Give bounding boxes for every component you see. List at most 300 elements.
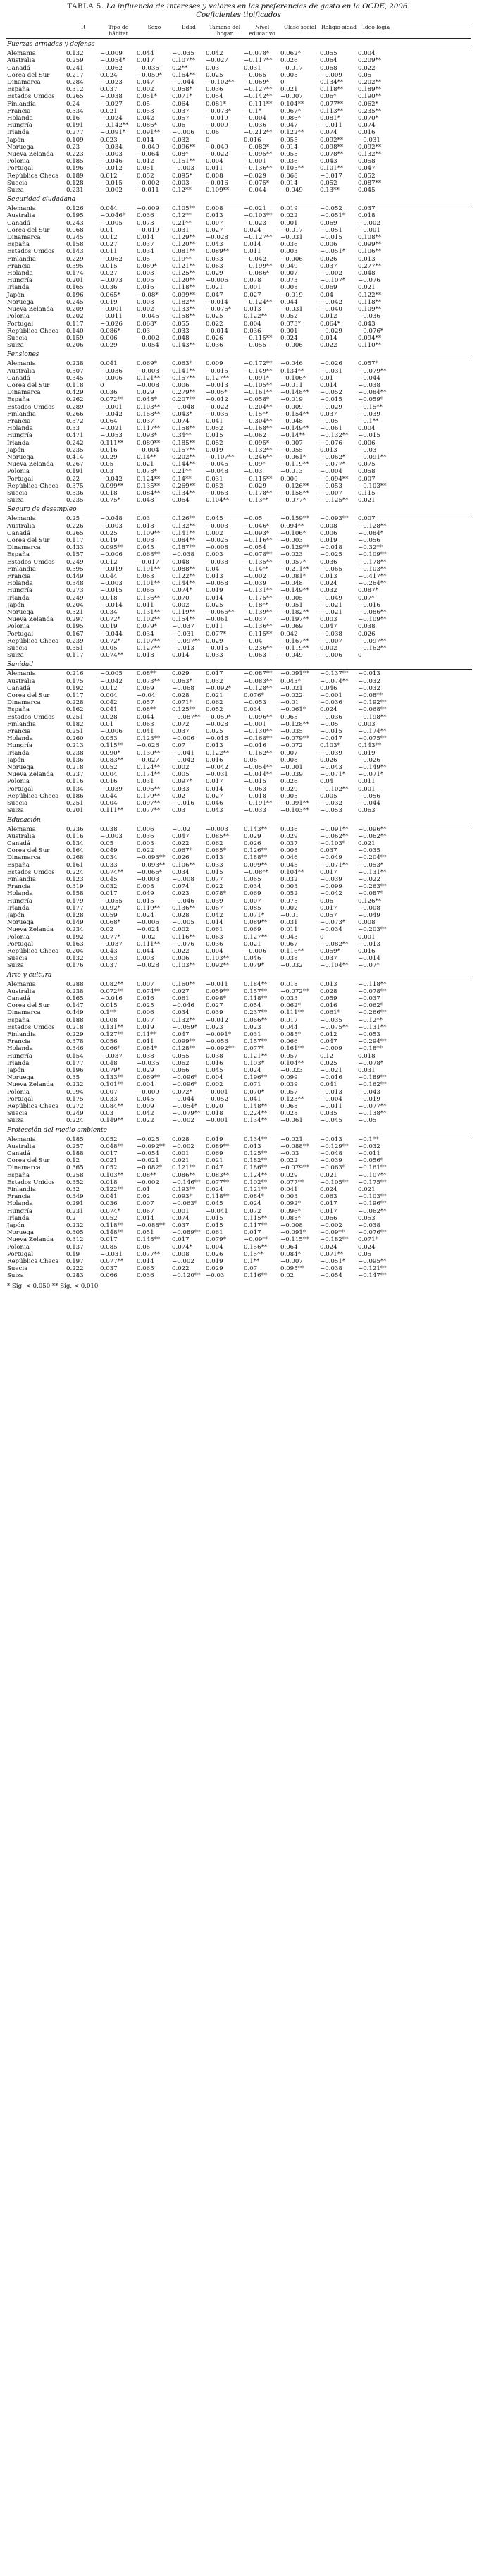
- value-cell: 0.191: [66, 122, 84, 130]
- value-cell: 0.037: [320, 262, 337, 270]
- country-cell: Nueva Zelanda: [7, 1081, 54, 1089]
- value-cell: 0.013: [244, 306, 261, 314]
- value-cell: −0.005: [172, 919, 194, 927]
- value-cell: −0.038: [172, 551, 194, 559]
- value-cell: −0.006: [100, 551, 123, 559]
- value-cell: −0.167**: [280, 637, 309, 645]
- value-cell: 0.006: [100, 334, 118, 342]
- table-row: [6, 1060, 471, 1067]
- table-row: [6, 645, 471, 652]
- value-cell: −0.091*: [280, 1229, 306, 1237]
- value-cell: 0.052: [206, 706, 223, 714]
- value-cell: 0.063: [137, 573, 154, 580]
- value-cell: 0.072: [244, 1207, 261, 1215]
- value-cell: 0.117**: [137, 425, 161, 433]
- value-cell: 0.015: [100, 262, 118, 270]
- table-row: [6, 623, 471, 630]
- value-cell: −0.011: [206, 980, 228, 988]
- table-row: [6, 313, 471, 320]
- table-row: [6, 1103, 471, 1110]
- value-cell: 0.109: [66, 136, 84, 144]
- section-title: Educación: [7, 816, 41, 824]
- value-cell: 0.017: [320, 868, 337, 876]
- value-cell: −0.142**: [244, 93, 273, 101]
- country-cell: Noruega: [7, 143, 35, 151]
- value-cell: 0.05: [100, 461, 114, 469]
- section-rule: [6, 669, 472, 670]
- value-cell: 0.058: [358, 158, 376, 166]
- value-cell: 0.004: [206, 947, 223, 955]
- value-cell: 0.08*: [172, 151, 189, 159]
- value-cell: −0.068**: [358, 706, 387, 714]
- country-cell: Noruega: [7, 298, 35, 306]
- table-row: [6, 212, 471, 219]
- value-cell: 0.141**: [172, 367, 196, 375]
- value-cell: 0.045: [100, 875, 118, 883]
- value-cell: −0.017: [320, 172, 342, 180]
- value-cell: 0.006: [320, 529, 337, 537]
- value-cell: 0.072*: [100, 616, 120, 624]
- value-cell: −0.049: [280, 652, 303, 660]
- value-cell: 0.321: [66, 609, 84, 617]
- table-row: [6, 1164, 471, 1171]
- value-cell: 0.120**: [172, 277, 196, 285]
- value-cell: −0.068: [172, 684, 194, 692]
- table-row: [6, 692, 471, 699]
- table-row: [6, 187, 471, 194]
- value-cell: 0.018: [280, 980, 298, 988]
- country-cell: Irlanda: [7, 749, 30, 757]
- value-cell: 0.085: [244, 904, 261, 912]
- value-cell: −0.076*: [358, 327, 384, 335]
- value-cell: −0.08**: [244, 868, 268, 876]
- table-row: [6, 948, 471, 955]
- value-cell: 0.241: [66, 64, 84, 72]
- value-cell: 0.209**: [358, 57, 382, 65]
- table-row: [6, 292, 471, 299]
- value-cell: −0.002: [244, 573, 266, 580]
- value-cell: −0.009: [320, 71, 342, 79]
- value-cell: 0.1**: [100, 1009, 116, 1017]
- country-cell: Hungría: [7, 897, 33, 905]
- value-cell: 0.334: [66, 107, 84, 115]
- value-cell: −0.18**: [244, 601, 268, 609]
- value-cell: 0.238: [66, 987, 84, 995]
- value-cell: −0.074**: [320, 677, 349, 685]
- value-cell: −0.013: [172, 645, 194, 653]
- value-cell: 0.258: [66, 1171, 84, 1179]
- value-cell: −0.036: [244, 122, 266, 130]
- value-cell: 0.14**: [172, 475, 192, 483]
- value-cell: 0.195: [66, 623, 84, 631]
- value-cell: 0.066**: [244, 1016, 268, 1024]
- value-cell: 0.104**: [280, 100, 304, 108]
- table-row: [6, 382, 471, 389]
- value-cell: −0.203**: [358, 926, 387, 934]
- value-cell: 0.029: [100, 453, 118, 461]
- value-cell: −0.097**: [358, 637, 387, 645]
- value-cell: 0.032: [100, 883, 118, 891]
- value-cell: 0.312: [66, 86, 84, 94]
- value-cell: 0.069: [244, 926, 261, 934]
- value-cell: −0.044: [244, 187, 266, 195]
- country-cell: Australia: [7, 367, 35, 375]
- value-cell: −0.039: [358, 410, 380, 418]
- value-cell: 0.077: [206, 875, 223, 883]
- value-cell: −0.127**: [244, 234, 273, 242]
- value-cell: −0.038: [358, 1222, 380, 1230]
- table-row: [6, 79, 471, 86]
- value-cell: 0.026: [172, 854, 190, 862]
- value-cell: −0.049: [206, 143, 228, 151]
- value-cell: −0.055: [100, 897, 123, 905]
- value-cell: 0.118: [66, 381, 84, 389]
- value-cell: −0.117**: [244, 57, 273, 65]
- table-row: [6, 284, 471, 291]
- table-row: [6, 404, 471, 411]
- value-cell: 0.126**: [244, 847, 268, 855]
- section-title: Seguro de desempleo: [7, 506, 77, 514]
- table-row: [6, 328, 471, 335]
- value-cell: −0.046: [172, 897, 194, 905]
- value-cell: −0.264**: [358, 580, 387, 588]
- value-cell: −0.043: [358, 1088, 380, 1096]
- value-cell: −0.003: [206, 522, 228, 530]
- country-cell: Suiza: [7, 1117, 24, 1125]
- country-cell: España: [7, 86, 30, 94]
- value-cell: 0.191**: [137, 565, 161, 573]
- value-cell: 0.042: [280, 630, 298, 638]
- value-cell: −0.005: [280, 594, 303, 602]
- value-cell: −0.096**: [358, 825, 387, 833]
- value-cell: 0.012: [100, 234, 118, 242]
- value-cell: 0.32: [66, 1186, 80, 1194]
- value-cell: −0.079**: [280, 735, 309, 743]
- value-cell: 0.063: [320, 1193, 337, 1201]
- value-cell: 0.218: [66, 764, 84, 772]
- value-cell: 0.003: [137, 270, 154, 278]
- value-cell: 0.077**: [206, 1178, 230, 1186]
- value-cell: −0.026: [100, 320, 123, 328]
- value-cell: 0.187**: [172, 544, 196, 552]
- value-cell: 0.235: [66, 497, 84, 505]
- value-cell: −0.032: [320, 800, 342, 808]
- value-cell: 0.092**: [358, 143, 382, 151]
- value-cell: −0.015: [244, 778, 266, 786]
- table-row: [6, 263, 471, 270]
- value-cell: 0.231: [66, 1207, 84, 1215]
- value-cell: 0.126**: [172, 515, 196, 523]
- value-cell: −0.076: [358, 277, 380, 285]
- value-cell: 0.176: [66, 962, 84, 970]
- value-cell: 0.044: [137, 713, 154, 721]
- value-cell: 0.075*: [100, 497, 120, 505]
- value-cell: 0.16: [66, 115, 80, 123]
- value-cell: 0.000: [280, 475, 298, 483]
- value-cell: −0.039: [100, 785, 123, 793]
- country-cell: Noruega: [7, 609, 35, 617]
- value-cell: 0.001: [358, 933, 376, 941]
- value-cell: 0.123: [66, 875, 84, 883]
- value-cell: 0.06: [320, 897, 334, 905]
- value-cell: 0.192: [66, 684, 84, 692]
- value-cell: 0.016: [100, 778, 118, 786]
- value-cell: 0.008: [358, 919, 376, 927]
- value-cell: −0.021: [100, 425, 123, 433]
- value-cell: −0.115**: [244, 630, 273, 638]
- value-cell: 0.266: [66, 410, 84, 418]
- value-cell: 0.007: [206, 219, 223, 227]
- value-cell: 0.055: [172, 1052, 190, 1060]
- value-cell: 0.078: [244, 277, 261, 285]
- value-cell: 0.12: [320, 1052, 334, 1060]
- value-cell: 0.083**: [206, 1171, 230, 1179]
- value-cell: 0.115**: [244, 1214, 268, 1222]
- table-row: [6, 375, 471, 382]
- value-cell: 0.118**: [206, 1193, 230, 1201]
- value-cell: −0.039: [320, 875, 342, 883]
- value-cell: −0.018: [244, 792, 266, 800]
- value-cell: 0.414: [66, 453, 84, 461]
- value-cell: −0.027: [206, 57, 228, 65]
- value-cell: 0.349: [66, 1193, 84, 1201]
- country-cell: República Checa: [7, 482, 59, 490]
- value-cell: −0.021: [280, 1135, 303, 1143]
- country-cell: Irlanda: [7, 284, 30, 292]
- value-cell: 0.126: [66, 205, 84, 213]
- value-cell: −0.006: [172, 735, 194, 743]
- country-cell: Nueva Zelanda: [7, 771, 54, 779]
- value-cell: 0.087*: [358, 587, 378, 595]
- country-cell: Nueva Zelanda: [7, 306, 54, 314]
- value-cell: −0.032: [358, 677, 380, 685]
- value-cell: −0.019: [280, 396, 303, 404]
- value-cell: 0.071*: [172, 93, 192, 101]
- value-cell: 0.072*: [100, 637, 120, 645]
- value-cell: −0.131**: [358, 1023, 387, 1031]
- header-row: [6, 23, 471, 38]
- value-cell: −0.053: [320, 482, 342, 490]
- country-cell: Nueva Zelanda: [7, 926, 54, 934]
- value-cell: −0.039: [244, 580, 266, 588]
- value-cell: −0.003: [100, 151, 123, 159]
- value-cell: 0.107**: [172, 57, 196, 65]
- value-cell: 0.057*: [358, 360, 378, 368]
- table-row: [6, 602, 471, 609]
- value-cell: 0.064: [172, 100, 190, 108]
- country-cell: Finlandia: [7, 410, 37, 418]
- value-cell: −0.044: [358, 800, 380, 808]
- value-cell: −0.099: [320, 883, 342, 891]
- value-cell: −0.002: [137, 179, 159, 187]
- value-cell: 0.007: [100, 1088, 118, 1096]
- value-cell: 0.157**: [172, 374, 196, 382]
- value-cell: 0.174: [66, 270, 84, 278]
- value-cell: 0.003: [137, 298, 154, 306]
- value-cell: 0.048: [358, 270, 376, 278]
- value-cell: −0.049: [320, 854, 342, 862]
- value-cell: 0.045: [358, 187, 376, 195]
- value-cell: −0.038: [320, 630, 342, 638]
- value-cell: −0.038: [320, 1265, 342, 1273]
- table-row: [6, 1117, 471, 1124]
- value-cell: 0.034: [137, 630, 154, 638]
- country-cell: Noruega: [7, 764, 35, 772]
- value-cell: −0.125**: [320, 497, 349, 505]
- value-cell: −0.149**: [280, 425, 309, 433]
- value-cell: 0.136: [66, 756, 84, 764]
- value-cell: 0.07: [172, 742, 186, 750]
- value-cell: 0.013: [206, 573, 223, 580]
- table-row: [6, 50, 471, 57]
- value-cell: −0.107**: [358, 1171, 387, 1179]
- value-cell: −0.042: [100, 410, 123, 418]
- value-cell: 0.066: [100, 1272, 118, 1280]
- table-row: [6, 1200, 471, 1207]
- value-cell: 0.116**: [280, 947, 304, 955]
- value-cell: −0.012: [206, 396, 228, 404]
- value-cell: 0.071**: [320, 1250, 344, 1258]
- value-cell: 0.037: [100, 1265, 118, 1273]
- value-cell: 0.032: [280, 875, 298, 883]
- value-cell: −0.048: [280, 417, 303, 425]
- value-cell: 0.378: [66, 1038, 84, 1046]
- value-cell: −0.168**: [244, 425, 273, 433]
- value-cell: 0.34**: [172, 432, 192, 440]
- value-cell: 0.03: [100, 468, 114, 476]
- table-row: [6, 1193, 471, 1200]
- value-cell: −0.016: [206, 179, 228, 187]
- value-cell: −0.126**: [280, 482, 309, 490]
- value-cell: 0.011: [206, 165, 223, 173]
- value-cell: −0.029: [244, 172, 266, 180]
- value-cell: −0.103**: [358, 565, 387, 573]
- value-cell: 0.075: [358, 461, 376, 469]
- country-cell: Suecia: [7, 955, 28, 963]
- value-cell: 0.043: [100, 947, 118, 955]
- country-cell: Irlanda: [7, 439, 30, 447]
- value-cell: −0.149**: [358, 764, 387, 772]
- value-cell: 0.019: [206, 446, 223, 454]
- table-row: [6, 786, 471, 793]
- value-cell: 0.014: [206, 785, 223, 793]
- value-cell: 0.117: [66, 536, 84, 544]
- value-cell: −0.054: [244, 544, 266, 552]
- value-cell: −0.027: [100, 100, 123, 108]
- value-cell: 0.069: [137, 684, 154, 692]
- value-cell: −0.004: [320, 468, 342, 476]
- value-cell: 0.121**: [244, 1052, 268, 1060]
- value-cell: 0.007: [137, 980, 154, 988]
- value-cell: 0.003: [206, 551, 223, 559]
- value-cell: 0.003: [280, 883, 298, 891]
- value-cell: −0.102**: [320, 785, 349, 793]
- value-cell: 0.018: [137, 522, 154, 530]
- country-cell: Japón: [7, 601, 25, 609]
- table-row: [6, 256, 471, 263]
- section-title: Arte y cultura: [7, 971, 52, 979]
- value-cell: 0.188: [66, 1016, 84, 1024]
- value-cell: 0.025: [206, 601, 223, 609]
- value-cell: −0.146**: [172, 1178, 201, 1186]
- value-cell: 0.026: [320, 255, 337, 263]
- table-row: [6, 165, 471, 172]
- table-section: [6, 506, 471, 659]
- value-cell: −0.011: [100, 313, 123, 321]
- value-cell: 0.33: [66, 425, 80, 433]
- table-row: [6, 800, 471, 807]
- value-cell: 0.105**: [280, 165, 304, 173]
- value-cell: 0.101**: [137, 580, 161, 588]
- value-cell: −0.034: [320, 926, 342, 934]
- value-cell: 0.351: [66, 645, 84, 653]
- country-cell: Holanda: [7, 890, 33, 898]
- value-cell: −0.011: [137, 187, 159, 195]
- value-cell: 0.084*: [137, 1045, 157, 1053]
- value-cell: 0.075: [280, 897, 298, 905]
- value-cell: 0.027: [206, 792, 223, 800]
- country-cell: Canadá: [7, 994, 30, 1002]
- value-cell: −0.198**: [358, 713, 387, 721]
- country-cell: Polonia: [7, 158, 30, 166]
- value-cell: 0.074**: [137, 987, 161, 995]
- column-header: Religio-sidad: [321, 24, 357, 30]
- column-header: Clase social: [284, 24, 316, 30]
- value-cell: −0.059*: [358, 396, 384, 404]
- value-cell: −0.158**: [280, 489, 309, 497]
- value-cell: −0.062*: [320, 453, 346, 461]
- value-cell: 0.008: [206, 205, 223, 213]
- value-cell: 0.027: [100, 241, 118, 249]
- value-cell: 0.002: [137, 86, 154, 94]
- value-cell: 0.082**: [100, 980, 124, 988]
- value-cell: 0.079*: [137, 623, 157, 631]
- value-cell: −0.063: [206, 489, 228, 497]
- value-cell: 0.191: [66, 468, 84, 476]
- country-cell: Estados Unidos: [7, 558, 55, 566]
- country-cell: República Checa: [7, 947, 59, 955]
- table-row: [6, 270, 471, 277]
- value-cell: 0.284: [66, 79, 84, 86]
- value-cell: −0.035: [280, 728, 303, 736]
- value-cell: 0.143: [66, 248, 84, 256]
- value-cell: 0.196: [66, 165, 84, 173]
- value-cell: 0.08**: [137, 706, 156, 714]
- value-cell: −0.055: [244, 342, 266, 350]
- table-row: [6, 833, 471, 840]
- value-cell: 0.007: [358, 515, 376, 523]
- value-cell: 0.277**: [358, 262, 382, 270]
- value-cell: 0.008: [280, 847, 298, 855]
- table-row: [6, 1258, 471, 1265]
- value-cell: 0.032: [206, 677, 223, 685]
- value-cell: −0.002: [172, 1142, 194, 1150]
- value-cell: −0.059*: [172, 1023, 198, 1031]
- value-cell: 0.043*: [280, 677, 301, 685]
- value-cell: 0.014: [320, 334, 337, 342]
- value-cell: 0.066: [280, 1038, 298, 1046]
- value-cell: −0.039: [280, 771, 303, 779]
- value-cell: 0.106**: [358, 248, 382, 256]
- value-cell: 0.052: [137, 172, 154, 180]
- value-cell: 0.086*: [100, 327, 120, 335]
- value-cell: 0.001: [358, 785, 376, 793]
- value-cell: 0.094**: [358, 334, 382, 342]
- value-cell: 0.122**: [206, 749, 230, 757]
- value-cell: 0.026: [280, 778, 298, 786]
- table-row: [6, 631, 471, 638]
- value-cell: −0.092**: [206, 1045, 235, 1053]
